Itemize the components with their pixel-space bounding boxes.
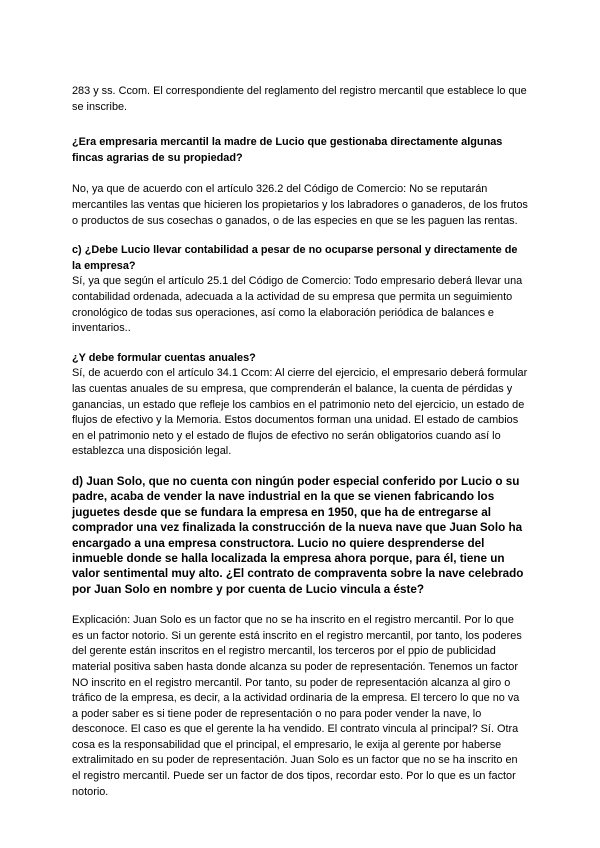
answer-empresaria-mercantil: No, ya que de acuerdo con el artículo 326.2 del Código de Comercio: No se reputarán mercantiles las ventas que hicieren los propietarios y los labradores o ganaderos, de los frutos o productos de sus cosechas o ganados, o de las especies en que se les paguen las rentas. bbox=[72, 183, 528, 227]
intro-paragraph: 283 y ss. Ccom. El correspondiente del reglamento del registro mercantil que establece lo que se inscribe. bbox=[72, 85, 527, 113]
question-d-juan-solo: d) Juan Solo, que no cuenta con ningún poder especial conferido por Lucio o su padre, acaba de vender la nave industrial en la que se vienen fabricando los juguetes desde que se fundara la empresa en 1950, que ha de entregarse al comprador una vez finalizada la construcción de la nueva nave que Juan Solo ha encargado a una empresa constructora. Lucio no quiere desprenderse del inmueble donde se halla localizada la empresa ahora porque, para él, tiene un valor sentimental muy alto. ¿El contrato de compraventa sobre la nave celebrado por Juan Solo en nombre y por cuenta de Lucio vincula a éste? bbox=[72, 474, 524, 596]
question-c-contabilidad: c) ¿Debe Lucio llevar contabilidad a pesar de no ocuparse personal y directamente de la empresa? bbox=[72, 244, 518, 272]
answer-cuentas-anuales: Sí, de acuerdo con el artículo 34.1 Ccom: Al cierre del ejercicio, el empresario deberá formular las cuentas anuales de su empresa, que comprenderán el balance, la cuenta de pérdidas y ganancias, un estado que refleje los cambios en el patrimonio neto del ejercicio, un estado de flujos de efectivo y la Memoria. Estos documentos forman una unidad. El estado de cambios en el patrimonio neto y el estado de flujos de efectivo no serán obligatorios cuando así lo establezca una disposición legal. bbox=[72, 367, 528, 458]
question-empresaria-mercantil: ¿Era empresaria mercantil la madre de Lucio que gestionaba directamente algunas fincas agrarias de su propiedad? bbox=[72, 136, 503, 164]
answer-d-explicacion: Explicación: Juan Solo es un factor que no se ha inscrito en el registro mercantil. Por lo que es un factor notorio. Si un gerente está inscrito en el registro mercantil, por tanto, los poderes del gerente están inscritos en el registro mercantil, los terceros por el ppio de publicidad material positiva saben hasta donde alcanza su poder de representación. Tenemos un factor NO inscrito en el registro mercantil. Por tanto, su poder de representación alcanza al giro o tráfico de la empresa, es decir, a la actividad ordinaria de la empresa. El tercero lo que no va a poder saber es si tiene poder de representación o no para poder vender la nave, lo desconoce. El caso es que el gerente la ha vendido. El contrato vincula al principal? Sí. Otra cosa es la responsabilidad que el principal, el empresario, le exija al gerente por haberse extralimitado en su poder de representación. Juan Solo es un factor que no se ha inscrito en el registro mercantil. Puede ser un factor de dos tipos, recordar esto. Por lo que es un factor notorio. bbox=[72, 614, 522, 798]
question-cuentas-anuales: ¿Y debe formular cuentas anuales? bbox=[72, 351, 256, 364]
document-page bbox=[72, 84, 528, 800]
answer-c-contabilidad: Sí, ya que según el artículo 25.1 del Código de Comercio: Todo empresario deberá llevar una contabilidad ordenada, adecuada a la actividad de su empresa que permita un seguimiento cronológico de todas sus operaciones, así como la elaboración periódica de balances e inventarios.. bbox=[72, 275, 523, 335]
